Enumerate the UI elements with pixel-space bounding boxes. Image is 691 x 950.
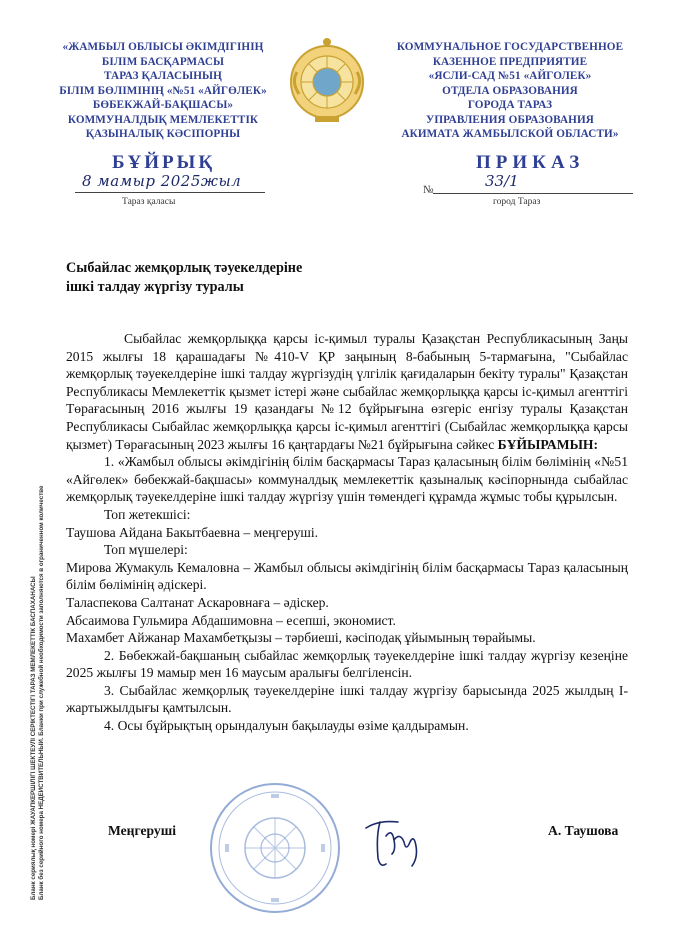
header-left-line: ҚАЗЫНАЛЫҚ КӘСІПОРНЫ: [85, 128, 241, 140]
number-underline: [433, 181, 633, 194]
header-left-line: БІЛІМ БАСҚАРМАСЫ: [101, 55, 225, 68]
member-3: Абсаимова Гульмира Абдашимовна – есепші, экономист.: [66, 612, 396, 628]
order-body: [66, 330, 628, 735]
signature-name: А. Таушова: [548, 823, 619, 838]
header-russian-block: [385, 40, 635, 142]
preamble-text: Сыбайлас жемқорлыққа қарсы іс-қимыл туралы Қазақстан Республикасының Заңы 2015 жылғы 18 қарашадағы №410-V ҚР заңының 8-бабының 5-тармағына, "Сыбайлас жемқорлық тәуекелдеріне ішкі талдау жүргізудің үлгілік қағидаларын бекіту туралы" Қазақстан Республикасы Мемлекеттік қызмет істері және сыбайлас жемқорлыққа қарсы іс-қимыл агенттігі Төрағасының 2016 жылғы 19 қазандағы №12 бұйрығына өзгеріс енгізу туралы Қазақстан Республикасы Сыбайлас жемқорлыққа қарсы іс-қимыл агенттігі (Сыбайлас жемқорлыққа қарсы қызмет) Төрағасының 2023 жылғы 16 қаңтардағы №21 бұйрығына сәйкес: [66, 331, 628, 452]
handwritten-signature-icon: [358, 806, 428, 876]
side-note-line1: Бланк сериялық номерi ЖАУАПКЕРШІЛІГІ ШЕКТЕУЛІ СЕРІКТЕСТІГІ ТАРАЗ МЕМЛЕКЕТТІК БАСПАХАНАСЫ: [30, 576, 37, 900]
group-leader-label: Топ жетекшісі:: [104, 506, 191, 522]
city-label-kz: Тараз қаласы: [122, 197, 176, 207]
header-right-line: КОММУНАЛЬНОЕ ГОСУДАРСТВЕННОЕ: [396, 41, 624, 53]
signature-role: Меңгеруші: [108, 823, 176, 838]
member-1: Мирова Жумакуль Кемаловна – Жамбыл облысы әкімдігінің білім басқармасы Тараз қаласының білім бөлімінің әдіскері.: [66, 559, 628, 593]
subject-line: Сыбайлас жемқорлық тәуекелдеріне: [66, 260, 303, 276]
header-right-line: КАЗЕННОЕ ПРЕДПРИЯТИЕ: [432, 55, 588, 68]
item-1: 1. «Жамбыл облысы әкімдігінің білім басқармасы Тараз қаласының білім бөлімінің «№51 «Айгөлек» бөбекжай-бақшасы» коммуналдық мемлекеттік қазыналық кәсіпорнында сыбайлас жемқорлық тәуекелдеріне ішкі талдау жүргізу үшін төмендегі құрамда жұмыс тобы құрылсын.: [66, 454, 628, 505]
handwritten-date: 8 мамыр 2025жыл: [82, 172, 242, 190]
number-label: №: [423, 184, 434, 196]
header-kazakh-block: [38, 40, 288, 142]
document-title-kz: БҰЙРЫҚ: [112, 152, 216, 173]
member-4: Махамбет Айжанар Махамбетқызы – тәрбиеші, кәсіподақ ұйымының төрайымы.: [66, 630, 536, 646]
header-left-line: «ЖАМБЫЛ ОБЛЫСЫ ӘКІМДІГІНІҢ: [62, 41, 264, 53]
header-left-line: КОММУНАЛДЫҚ МЕМЛЕКЕТТІК: [67, 113, 259, 126]
header-right-line: «ЯСЛИ-САД №51 «АЙГОЛЕК»: [428, 70, 592, 82]
header-left-line: ТАРАЗ ҚАЛАСЫНЫҢ: [104, 70, 222, 82]
document-title-ru: ПРИКАЗ: [476, 152, 585, 173]
preamble-paragraph: [66, 330, 628, 453]
handwritten-order-number: 33/1: [485, 172, 519, 190]
official-stamp-icon: [205, 778, 345, 918]
header-left-line: БӨБЕКЖАЙ-БАҚШАСЫ»: [92, 99, 234, 111]
city-label-ru: город Тараз: [493, 197, 541, 207]
state-emblem-icon: [287, 32, 367, 132]
header-right-line: УПРАВЛЕНИЯ ОБРАЗОВАНИЯ: [426, 113, 594, 126]
header-left-line: БІЛІМ БӨЛІМІНІҢ «№51 «АЙГӨЛЕК»: [59, 84, 267, 97]
group-leader: Таушова Айдана Бакытбаевна – меңгеруші.: [66, 524, 319, 540]
member-2: Таласпекова Салтанат Аскаровнаға – әдіскер.: [66, 594, 329, 610]
preamble-order-word: БҰЙЫРАМЫН:: [497, 436, 599, 452]
item-4: 4. Осы бұйрықтың орындалуын бақылауды өзіме қалдырамын.: [104, 718, 469, 734]
members-label: Топ мүшелері:: [104, 542, 188, 558]
order-subject: [66, 259, 386, 297]
header-right-line: ОТДЕЛА ОБРАЗОВАНИЯ: [442, 84, 578, 97]
subject-line: ішкі талдау жүргізу туралы: [66, 279, 244, 295]
item-2: 2. Бөбекжай-бақшаның сыбайлас жемқорлық тәуекелдеріне ішкі талдау жүргізу кезеңіне 2025 жылғы 19 мамыр мен 16 маусым аралығы белгіленсін.: [66, 647, 628, 681]
header-right-line: АКИМАТА ЖАМБЫЛСКОЙ ОБЛАСТИ»: [401, 128, 619, 140]
item-3: 3. Сыбайлас жемқорлық тәуекелдеріне ішкі талдау жүргізу барысында 2025 жылдың І-жартыжылдығы қамтылсын.: [66, 682, 628, 716]
header-right-line: ГОРОДА ТАРАЗ: [467, 99, 553, 111]
side-note-line2: Бланк без серийного номера НЕДЕЙСТВИТЕЛЬНЫЙ. Бланки при служебной необходимости заполняются в ограниченном количестве: [38, 485, 45, 900]
side-margin-note: [30, 180, 46, 900]
